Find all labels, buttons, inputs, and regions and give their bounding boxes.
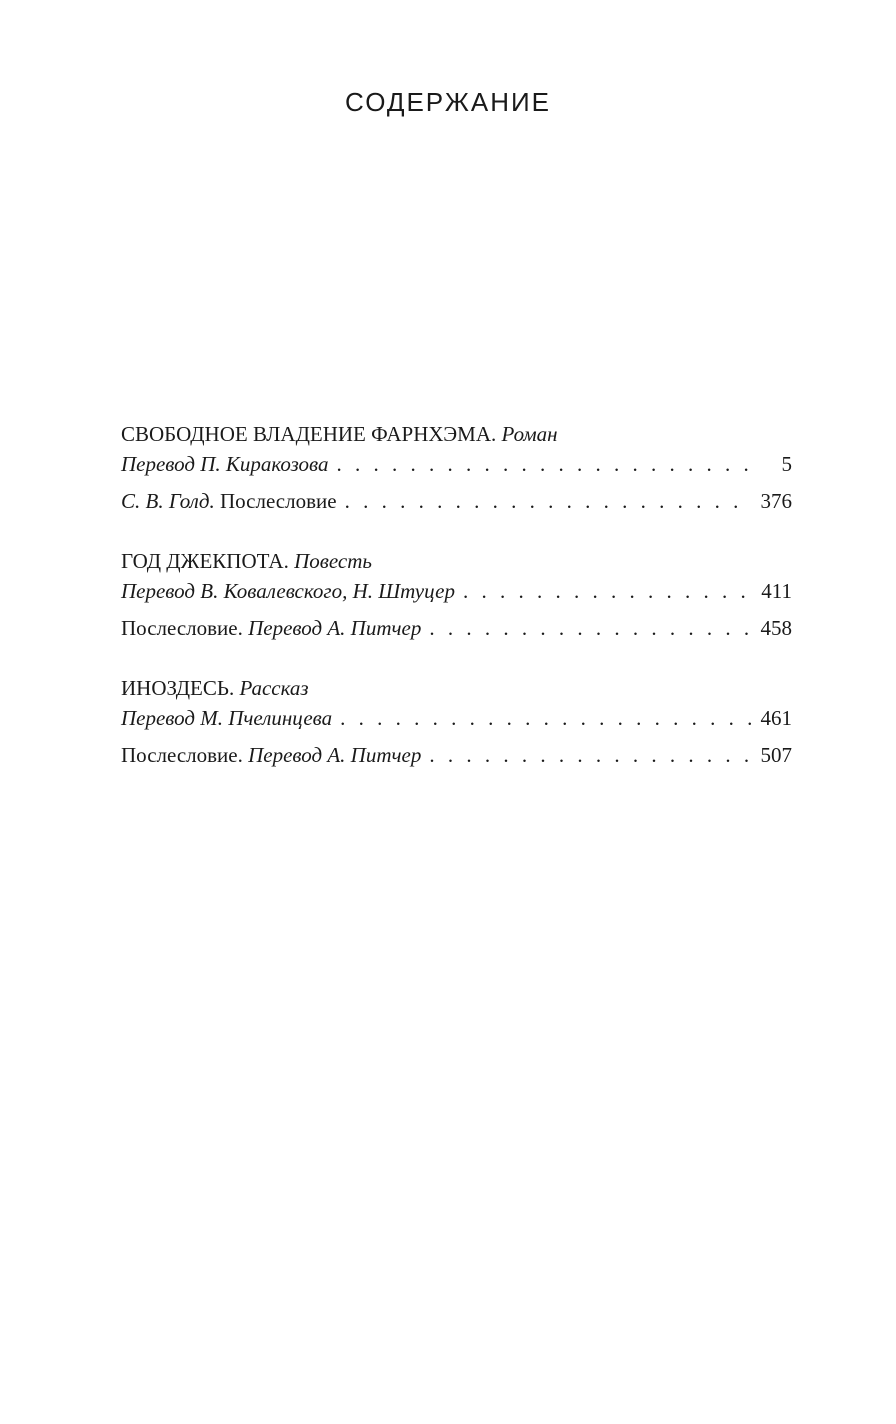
entry-label: Послесловие <box>214 489 337 513</box>
entry-text <box>121 613 421 643</box>
toc-entry[interactable] <box>121 486 792 516</box>
work-title: СВОБОДНОЕ ВЛАДЕНИЕ ФАРНХЭМА. <box>121 422 497 446</box>
entry-text <box>121 740 421 770</box>
entry-author: С. В. Голд. <box>121 489 215 513</box>
dot-leader <box>463 576 752 606</box>
page-number: 461 <box>760 706 792 730</box>
page-number: 458 <box>760 616 792 640</box>
toc-entry[interactable] <box>121 613 792 643</box>
work-heading <box>121 419 792 449</box>
dot-leader <box>337 449 753 479</box>
toc-work-farnham <box>121 419 792 516</box>
entry-text <box>121 486 337 516</box>
page-number: 5 <box>781 452 792 476</box>
entry-text <box>121 576 455 606</box>
entry-text <box>121 703 332 733</box>
table-of-contents <box>121 419 792 800</box>
entry-translator: Перевод А. Питчер <box>242 616 422 640</box>
work-heading <box>121 546 792 576</box>
toc-work-inozdes <box>121 673 792 770</box>
toc-entry[interactable] <box>121 703 792 733</box>
entry-translator: Перевод А. Питчер <box>242 743 422 767</box>
work-genre: Повесть <box>294 549 372 573</box>
toc-entry[interactable] <box>121 576 792 606</box>
page-number: 507 <box>760 743 792 767</box>
toc-entry[interactable] <box>121 740 792 770</box>
work-genre: Роман <box>501 422 558 446</box>
page-number: 376 <box>760 489 792 513</box>
work-title: ГОД ДЖЕКПОТА. <box>121 549 289 573</box>
page-number: 411 <box>761 579 792 603</box>
entry-translator: Перевод В. Ковалевского, Н. Штуцер <box>121 579 455 603</box>
entry-label: Послесловие. <box>121 743 243 767</box>
work-title: ИНОЗДЕСЬ. <box>121 676 235 700</box>
toc-entry[interactable] <box>121 449 792 479</box>
toc-work-jackpot <box>121 546 792 643</box>
entry-label: Послесловие. <box>121 616 243 640</box>
page-title: СОДЕРЖАНИЕ <box>344 87 551 118</box>
dot-leader <box>340 703 752 733</box>
work-heading <box>121 673 792 703</box>
work-genre: Рассказ <box>239 676 309 700</box>
entry-text <box>121 449 329 479</box>
entry-translator: Перевод М. Пчелинцева <box>121 706 333 730</box>
entry-translator: Перевод П. Киракозова <box>121 452 329 476</box>
dot-leader <box>345 486 752 516</box>
dot-leader <box>429 740 752 770</box>
dot-leader <box>429 613 752 643</box>
